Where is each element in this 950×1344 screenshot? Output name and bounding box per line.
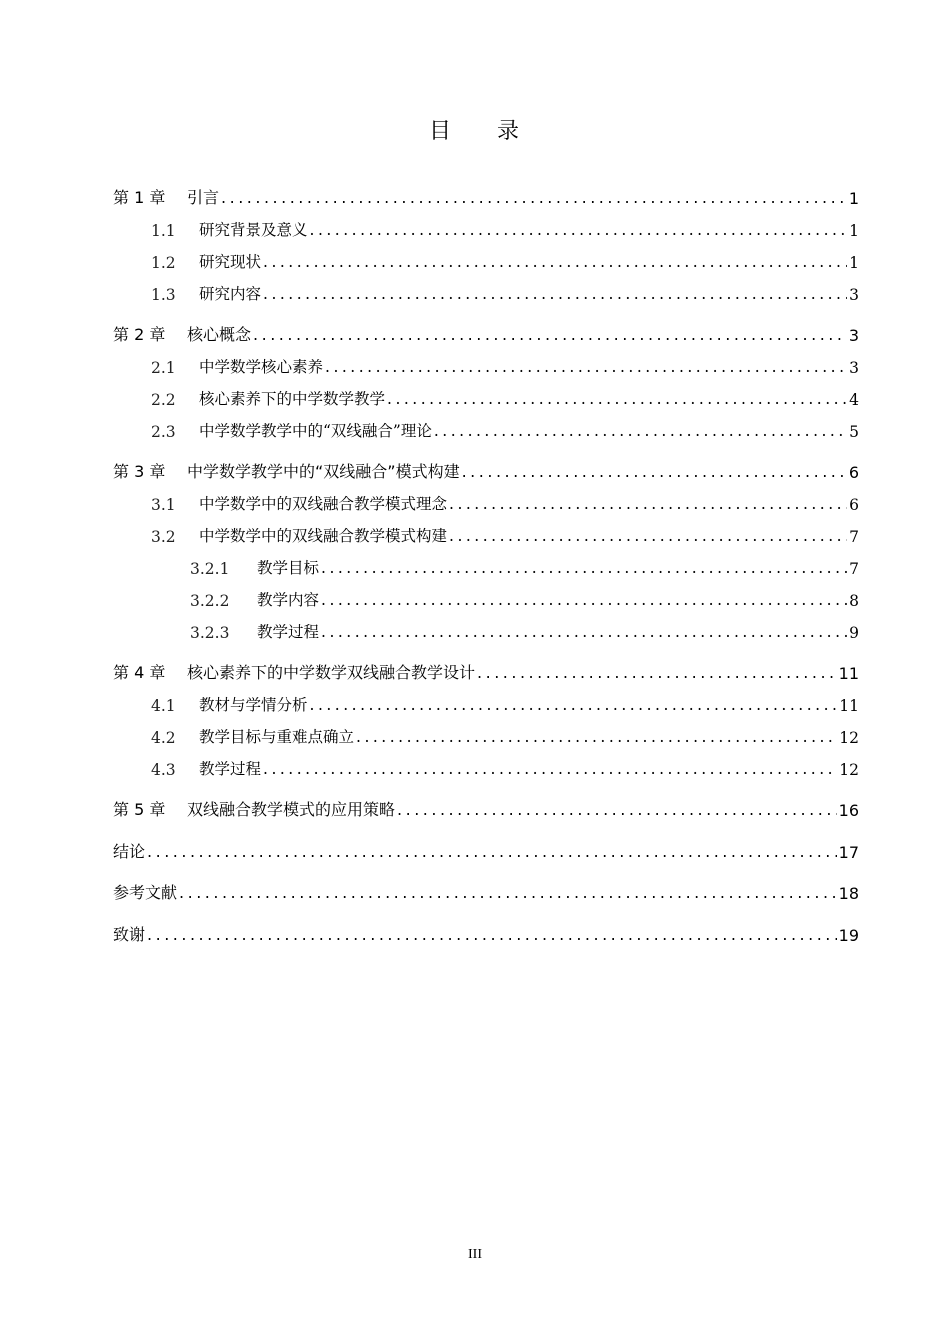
toc-entry-label: 双线融合教学模式的应用策略 (187, 800, 396, 819)
toc-entry-page: 1 (849, 222, 859, 240)
toc-entry-label: 核心素养下的中学数学教学 (199, 390, 386, 408)
toc-entry[interactable] (113, 879, 859, 903)
toc-entry[interactable] (113, 248, 859, 272)
toc-entry-page: 6 (848, 463, 859, 482)
page-title-char-2: 录 (497, 119, 522, 144)
toc-entry[interactable] (113, 417, 859, 441)
toc-entry-number: 4.2 (151, 729, 176, 747)
toc-entry-label: 核心素养下的中学数学双线融合教学设计 (187, 663, 476, 682)
page-title-char-1: 目 (428, 119, 453, 144)
toc-entry-label: 中学数学教学中的“双线融合”模式构建 (187, 462, 460, 481)
toc-entry[interactable] (113, 755, 859, 779)
toc-entry-number: 2.1 (151, 359, 176, 377)
toc-entry-page: 3 (849, 286, 859, 304)
toc-leader-dots (321, 623, 847, 641)
toc-entry-label: 中学数学教学中的“双线融合”理论 (199, 422, 432, 440)
toc-entry-page: 5 (849, 423, 859, 441)
toc-entry[interactable] (113, 659, 859, 683)
toc-leader-dots (147, 842, 837, 861)
toc-entry-number: 第 3 章 (113, 462, 166, 481)
toc-entry-page: 18 (838, 884, 859, 903)
toc-leader-dots (221, 188, 847, 207)
toc-leader-dots (449, 495, 847, 513)
toc-entry-label: 研究内容 (199, 285, 262, 303)
toc-entry-label: 教学过程 (257, 623, 320, 641)
toc-entry-number: 3.1 (151, 496, 176, 514)
footer-page-number: III (468, 1247, 482, 1262)
toc-entry[interactable] (113, 458, 859, 482)
toc-leader-dots (325, 358, 847, 376)
toc-leader-dots (397, 800, 837, 819)
toc-entry-page: 1 (849, 254, 859, 272)
toc-entry[interactable] (113, 184, 859, 208)
toc-entry-page: 3 (849, 359, 859, 377)
toc-entry-page: 19 (838, 926, 859, 945)
toc-leader-dots (263, 760, 837, 778)
toc-entry-number: 第 4 章 (113, 663, 166, 682)
toc-entry[interactable] (113, 691, 859, 715)
toc-entry[interactable] (113, 522, 859, 546)
toc-leader-dots (434, 422, 847, 440)
toc-leader-dots (449, 527, 847, 545)
toc-entry[interactable] (113, 586, 859, 610)
toc-entry[interactable] (113, 353, 859, 377)
toc-entry-label: 核心概念 (187, 325, 252, 344)
toc-entry-label: 中学数学核心素养 (199, 358, 324, 376)
toc-entry-label: 参考文献 (113, 883, 178, 902)
toc-entry[interactable] (113, 921, 859, 945)
toc-leader-dots (321, 591, 847, 609)
toc-entry[interactable] (113, 723, 859, 747)
toc-entry[interactable] (113, 216, 859, 240)
toc-entry[interactable] (113, 618, 859, 642)
toc-entry-label: 教材与学情分析 (199, 696, 308, 714)
toc-leader-dots (263, 253, 847, 271)
toc-entry-number: 3.2 (151, 528, 176, 546)
toc-leader-dots (477, 663, 837, 682)
toc-entry[interactable] (113, 280, 859, 304)
toc-entry-label: 引言 (187, 188, 220, 207)
toc-entry-label: 研究现状 (199, 253, 262, 271)
toc-entry-label: 教学过程 (199, 760, 262, 778)
toc-entry-number: 第 5 章 (113, 800, 166, 819)
toc-entry-label: 致谢 (113, 925, 146, 944)
toc-leader-dots (263, 285, 847, 303)
toc-entry-number: 3.2.2 (190, 592, 230, 610)
toc-entry-page: 12 (839, 729, 859, 747)
toc-entry-number: 2.3 (151, 423, 176, 441)
toc-leader-dots (310, 696, 838, 714)
toc-entry-page: 7 (849, 560, 859, 578)
toc-entry[interactable] (113, 490, 859, 514)
toc-entry-page: 17 (838, 843, 859, 862)
toc-leader-dots (179, 883, 837, 902)
toc-leader-dots (321, 559, 847, 577)
toc-leader-dots (462, 462, 847, 481)
toc-entry-label: 研究背景及意义 (199, 221, 308, 239)
toc-entry-number: 2.2 (151, 391, 176, 409)
toc-entry-label: 教学目标 (257, 559, 320, 577)
toc-entry-number: 第 2 章 (113, 325, 166, 344)
toc-entry-number: 1.3 (151, 286, 176, 304)
toc-entry[interactable] (113, 838, 859, 862)
toc-entry-number: 4.1 (151, 697, 176, 715)
toc-entry-page: 16 (838, 801, 859, 820)
toc-entry-page: 12 (839, 761, 859, 779)
toc-entry-number: 第 1 章 (113, 188, 166, 207)
toc-entry-page: 8 (849, 592, 859, 610)
table-of-contents (113, 0, 859, 1000)
toc-entry[interactable] (113, 321, 859, 345)
toc-leader-dots (356, 728, 837, 746)
toc-entry-label: 结论 (113, 842, 146, 861)
toc-entry-label: 中学数学中的双线融合教学模式理念 (199, 495, 448, 513)
toc-entry-page: 7 (849, 528, 859, 546)
toc-entry-number: 4.3 (151, 761, 176, 779)
toc-entry-page: 1 (848, 189, 859, 208)
toc-entry-number: 3.2.1 (190, 560, 230, 578)
toc-leader-dots (147, 925, 837, 944)
toc-entry-page: 4 (849, 391, 859, 409)
toc-entry-label: 教学目标与重难点确立 (199, 728, 355, 746)
toc-entry-page: 9 (849, 624, 859, 642)
toc-entry-label: 教学内容 (257, 591, 320, 609)
toc-leader-dots (253, 325, 847, 344)
toc-entry[interactable] (113, 796, 859, 820)
toc-entry-page: 3 (848, 326, 859, 345)
toc-entry-page: 6 (849, 496, 859, 514)
toc-entry-number: 3.2.3 (190, 624, 230, 642)
toc-entry-number: 1.1 (151, 222, 176, 240)
toc-entry[interactable] (113, 385, 859, 409)
toc-leader-dots (310, 221, 847, 239)
toc-entry-page: 11 (839, 697, 859, 715)
toc-entry[interactable] (113, 554, 859, 578)
toc-entry-label: 中学数学中的双线融合教学模式构建 (199, 527, 448, 545)
toc-entry-page: 11 (838, 664, 859, 683)
toc-entry-number: 1.2 (151, 254, 176, 272)
toc-leader-dots (387, 390, 847, 408)
